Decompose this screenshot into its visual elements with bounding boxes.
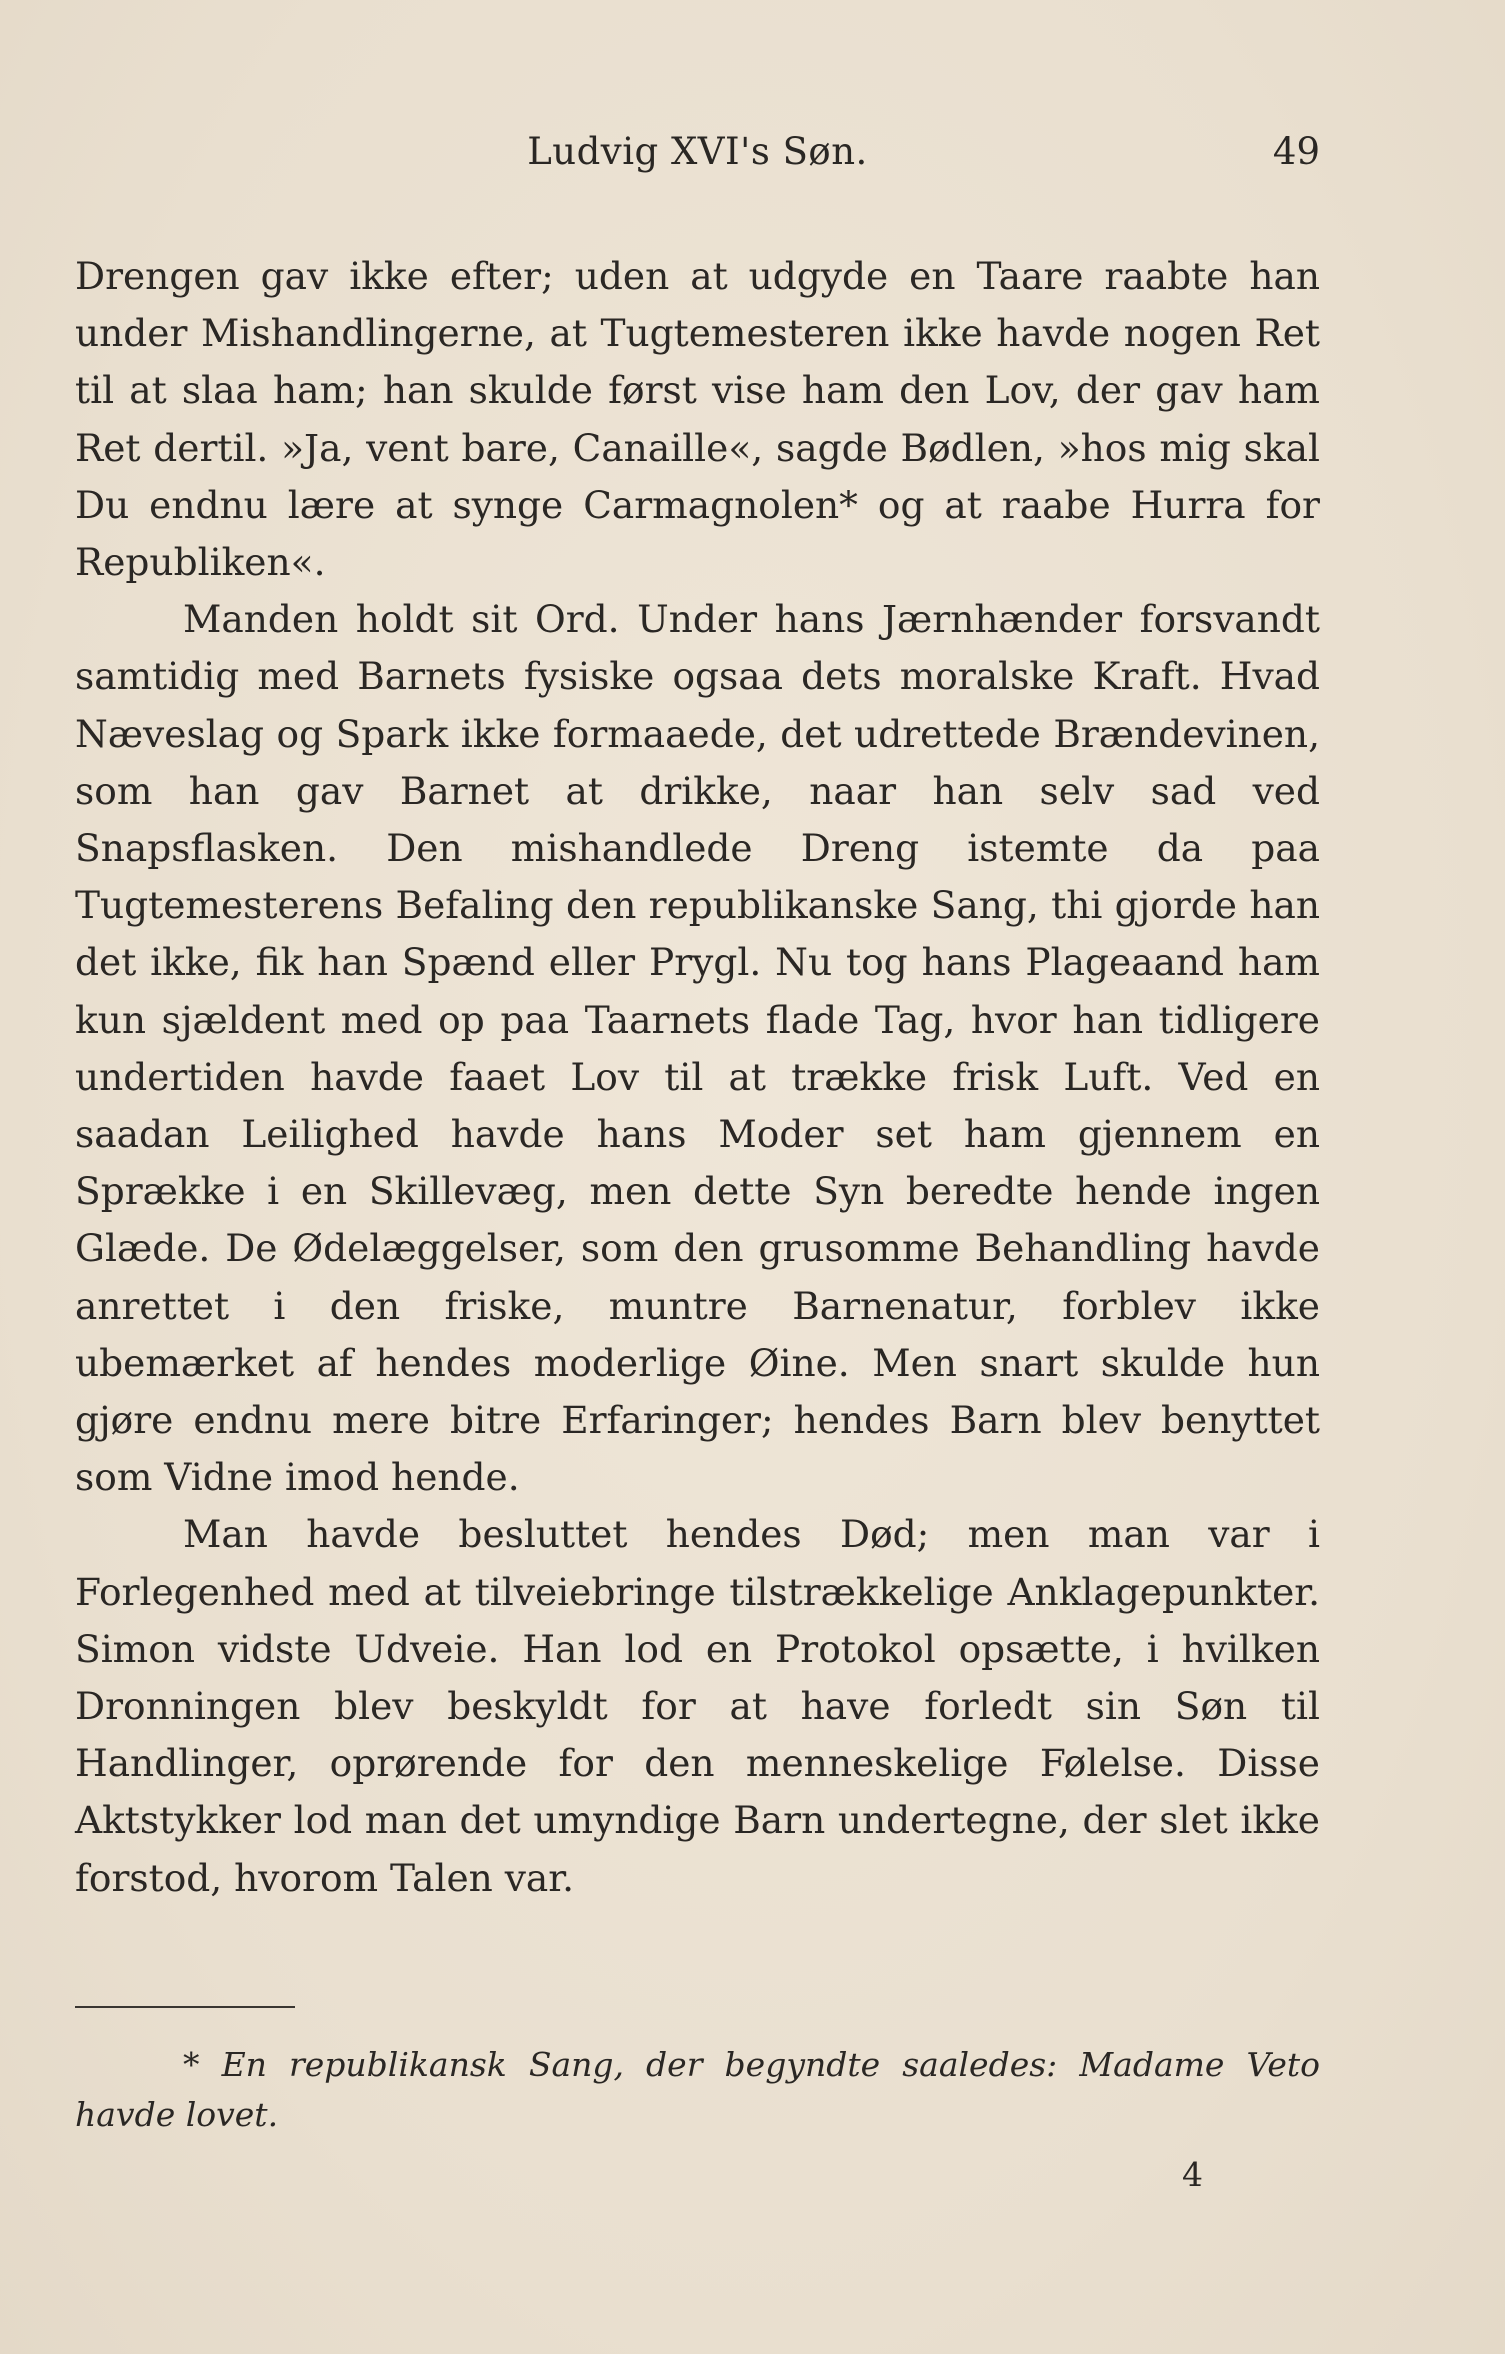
footnote: * En republikansk Sang, der begyndte saaledes: Madame Veto havde lovet. <box>75 2045 1320 2134</box>
body-text <box>75 248 1320 1907</box>
paragraph-1: Drengen gav ikke efter; uden at udgyde en Taare raabte han under Mishandlingerne, at Tugtemesteren ikke havde nogen Ret til at slaa ham; han skulde først vise ham den Lov, der gav ham Ret dertil. »Ja, vent bare, Canaille«, sagde Bødlen, »hos mig skal Du endnu lære at synge Carmagnolen* og at raabe Hurra for Republiken«. <box>75 254 1320 585</box>
paragraph-2: Manden holdt sit Ord. Under hans Jærnhænder forsvandt samtidig med Barnets fysiske ogsaa dets moralske Kraft. Hvad Næveslag og Spark ikke formaaede, det udrettede Brændevinen, som han gav Barnet at drikke, naar han selv sad ved Snapsflasken. Den mishandlede Dreng istemte da paa Tugtemesterens Befaling den republikanske Sang, thi gjorde han det ikke, fik han Spænd eller Prygl. Nu tog hans Plageaand ham kun sjældent med op paa Taarnets flade Tag, hvor han tidligere undertiden havde faaet Lov til at trække frisk Luft. Ved en saadan Leilighed havde hans Moder set ham gjennem en Sprække i en Skillevæg, men dette Syn beredte hende ingen Glæde. De Ødelæggelser, som den grusomme Behandling havde anrettet i den friske, muntre Barnenatur, forblev ikke ubemærket af hendes moderlige Øine. Men snart skulde hun gjøre endnu mere bitre Erfaringer; hendes Barn blev benyttet som Vidne imod hende. <box>75 597 1320 1500</box>
paragraph-3: Man havde besluttet hendes Død; men man var i Forlegenhed med at tilveiebringe tilstrækkelige Anklagepunkter. Simon vidste Udveie. Han lod en Protokol opsætte, i hvilken Dronningen blev beskyldt for at have forledt sin Søn til Handlinger, oprørende for den menneskelige Følelse. Disse Aktstykker lod man det umyndige Barn undertegne, der slet ikke forstod, hvorom Talen var. <box>75 1512 1320 1900</box>
signature-mark: 4 <box>1182 2155 1203 2194</box>
page-number: 49 <box>1272 130 1320 173</box>
page-header <box>75 130 1320 190</box>
footnote-divider <box>75 2006 295 2008</box>
running-title: Ludvig XVI's Søn. <box>527 130 868 173</box>
